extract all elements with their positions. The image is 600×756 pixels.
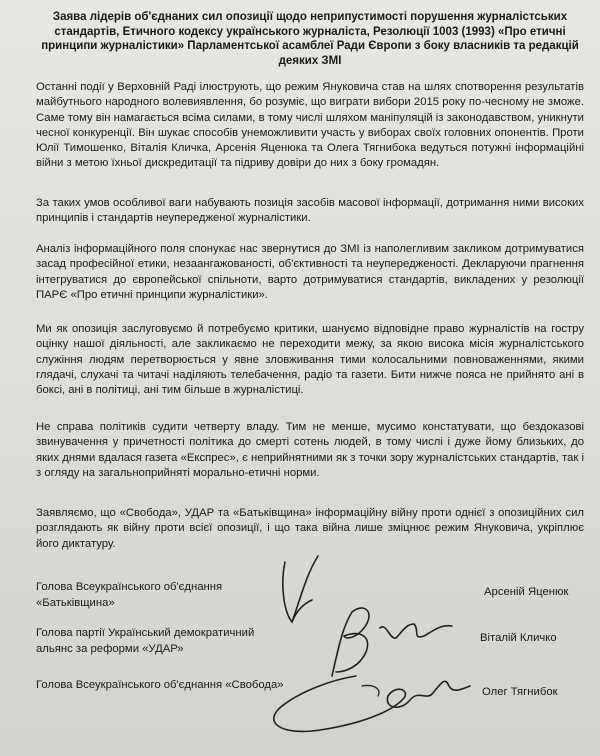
paragraph-3: Аналіз інформаційного поля спонукає нас звернутися до ЗМІ із наполегливим закликом дотримуватися засад професійної етики, незаангажованості, об'єктивності та неупередженості. Декларуючи прагнення інтегруватися до європейської спільноти, варто дотримуватися стандартів, викладених у резолюції ПАРЄ «Про етичні принципи журналістики». [36, 243, 584, 301]
document-title: Заява лідерів об'єднаних сил опозиції щодо неприпустимості порушення журналістських стандартів, Етичного кодексу українського журналіста, Резолюції 1003 (1993) «Про етичні принципи журналістики» Парламентської асамблеї Ради Європи з боку власників та редакцій деяких ЗМІ [41, 11, 579, 67]
signatory-role-2: Голова партії Український демократичний альянс за реформи «УДАР» [36, 627, 255, 655]
signatory-role-1: Голова Всеукраїнського об'єднання «Батьківщина» [36, 581, 223, 609]
signatory-name-2: Віталій Кличко [480, 632, 557, 644]
paragraph-4: Ми як опозиція заслуговуємо й потребуємо критики, шануємо відповідне право журналістів на гостру оцінку нашої діяльності, але закликаємо не переходити межу, за якою висока місія журналістського служіння людям перетворюється у явне зловживання тими колосальними повноваженнями, якими глядачі, слухачі та читачі наділяють телебачення, радіо та газети. Бити нижче пояса не прийнято ані в боксі, ані в політиці, ані тим більше в журналістиці. [36, 323, 584, 397]
signatory-name-1: Арсеній Яценюк [484, 586, 569, 598]
paragraph-6: Заявляємо, що «Свобода», УДАР та «Батьківщина» інформаційну війну проти однієї з опозиційних сил розглядають як війну проти всієї опозиції, і що така війна лише зміцнює режим Януковича, укріплює його диктатуру. [36, 507, 584, 550]
signature-klitschko [332, 608, 452, 676]
paragraph-2: За таких умов особливої ваги набувають позиція засобів масової інформації, дотримання ними високих принципів і стандартів неупередженої журналістики. [36, 197, 584, 225]
signature-tyahnybok [274, 676, 470, 731]
paragraph-5: Не справа політиків судити четверту владу. Тим не менше, мусимо констатувати, що бездоказові звинувачення у причетності політика до смерті сотень людей, в тому числі і дуже йому близьких, до яких днями вдалася газета «Експрес», є неприйнятними як з точки зору журналістських стандартів, так і з огляду на загальноприйняті морально-етичні норми. [36, 421, 584, 479]
paragraph-1: Останні події у Верховній Раді ілюструють, що режим Януковича став на шлях спотворення результатів майбутнього народного волевиявлення, бо розуміє, що виграти вибори 2015 року по-чесному не зможе. Саме тому він намагається всіма силами, в тому числі шляхом маніпуляцій із законодавством, уникнути чесної конкуренції. Він шукає способів унеможливити участь у виборах своїх головних опонентів. Проти Юлії Тимошенко, Віталія Кличка, Арсенія Яценюка та Олега Тягнибока ведуться потужні інформаційні війни з метою їхньої дискредитації та підриву довіри до них з боку громадян. [36, 81, 584, 170]
signatory-role-3: Голова Всеукраїнського об'єднання «Свобода» [36, 679, 284, 691]
signature-yatseniuk [283, 556, 318, 622]
signatory-name-3: Олег Тягнибок [482, 686, 558, 698]
